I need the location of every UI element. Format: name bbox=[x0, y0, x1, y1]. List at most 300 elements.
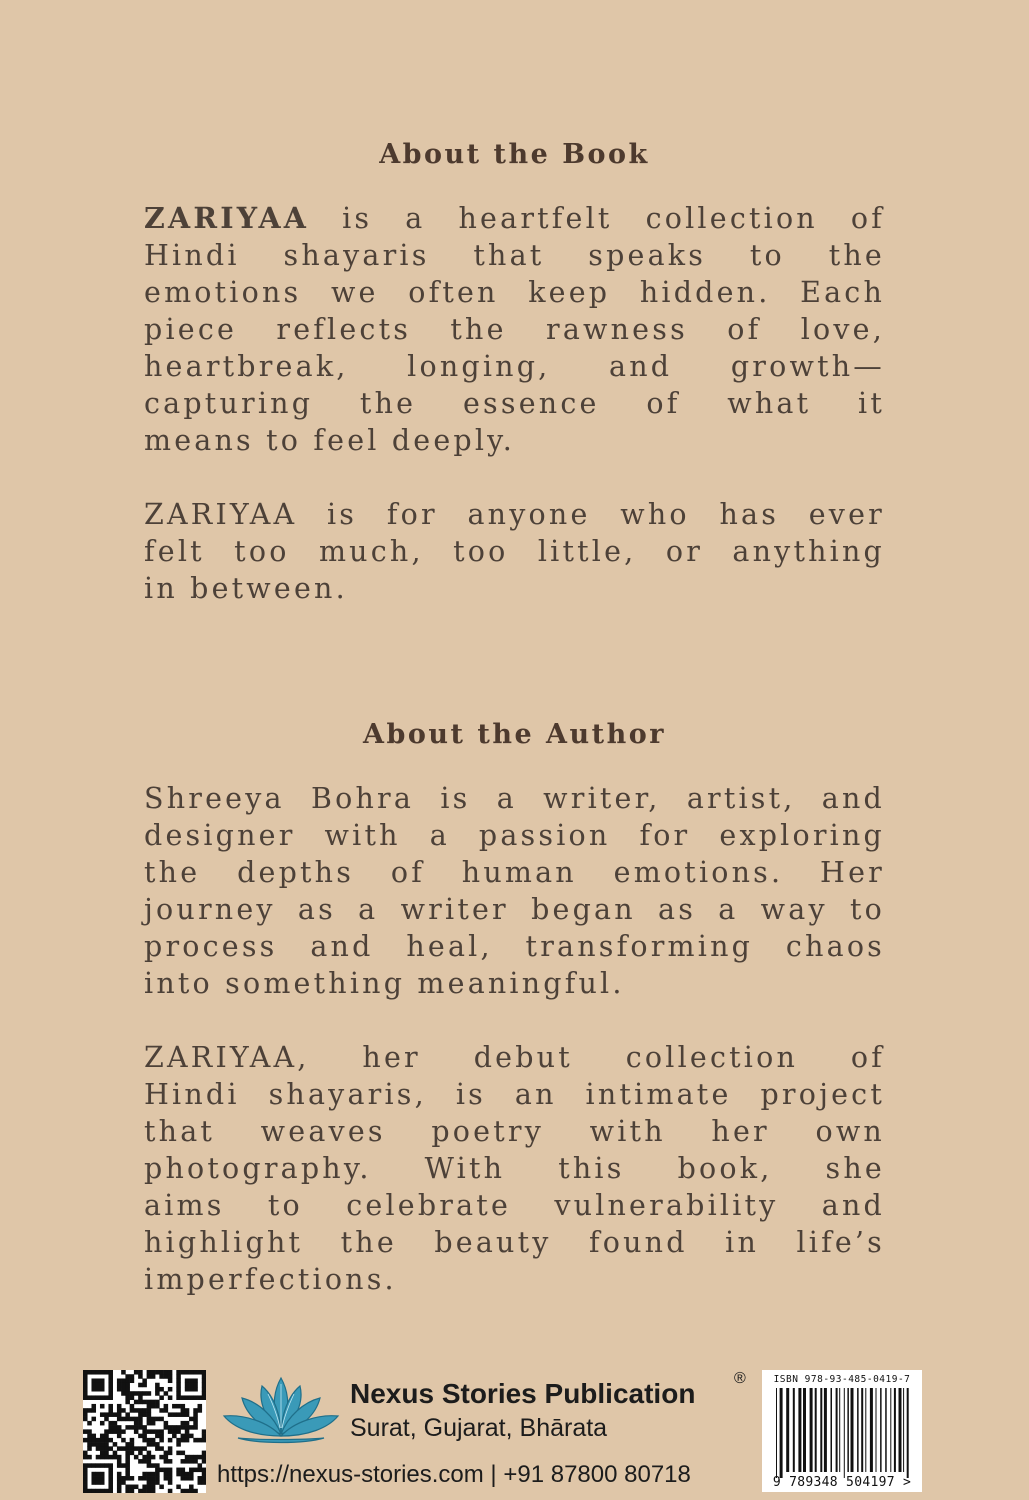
barcode-bar bbox=[865, 1388, 866, 1472]
qr-module bbox=[164, 1451, 169, 1456]
qr-module bbox=[159, 1434, 164, 1439]
qr-module bbox=[151, 1421, 156, 1426]
isbn-label: ISBN 978-93-485-0419-7 bbox=[773, 1374, 911, 1385]
qr-module bbox=[117, 1383, 122, 1388]
qr-module bbox=[181, 1476, 186, 1481]
qr-module bbox=[100, 1438, 105, 1443]
author-line: highlight the beauty found in life’s bbox=[144, 1226, 885, 1259]
qr-module bbox=[83, 1463, 88, 1468]
qr-module bbox=[164, 1455, 169, 1460]
author-line: journey as a writer began as a way to bbox=[144, 893, 885, 926]
about-author-heading: About the Author bbox=[363, 719, 666, 750]
qr-module bbox=[159, 1438, 164, 1443]
qr-module bbox=[164, 1421, 169, 1426]
qr-module bbox=[134, 1391, 139, 1396]
qr-module bbox=[189, 1489, 194, 1493]
qr-module bbox=[185, 1476, 190, 1481]
qr-module bbox=[202, 1387, 206, 1392]
book-line: Hindi shayaris that speaks to the bbox=[144, 239, 885, 272]
qr-module bbox=[164, 1374, 169, 1379]
qr-module bbox=[172, 1425, 177, 1430]
qr-module bbox=[138, 1374, 143, 1379]
qr-module bbox=[189, 1455, 194, 1460]
author-line: process and heal, transforming chaos bbox=[144, 930, 885, 963]
qr-module bbox=[121, 1429, 126, 1434]
about-author-paragraph-2 bbox=[144, 1039, 885, 1298]
qr-module bbox=[100, 1404, 105, 1409]
qr-module bbox=[96, 1438, 101, 1443]
qr-module bbox=[198, 1455, 203, 1460]
qr-module bbox=[202, 1459, 206, 1464]
qr-module bbox=[155, 1476, 160, 1481]
qr-module bbox=[142, 1378, 147, 1383]
qr-module bbox=[121, 1480, 126, 1485]
qr-module bbox=[159, 1429, 164, 1434]
qr-module bbox=[117, 1434, 122, 1439]
qr-module bbox=[181, 1395, 186, 1400]
qr-module bbox=[147, 1391, 152, 1396]
qr-module bbox=[104, 1395, 109, 1400]
author-line: into something meaningful. bbox=[144, 967, 625, 1000]
qr-module bbox=[151, 1417, 156, 1422]
qr-module bbox=[185, 1383, 190, 1388]
qr-module bbox=[96, 1378, 101, 1383]
qr-module bbox=[121, 1446, 126, 1451]
qr-module bbox=[104, 1417, 109, 1422]
qr-module bbox=[181, 1425, 186, 1430]
qr-module bbox=[151, 1485, 156, 1490]
qr-module bbox=[108, 1485, 113, 1490]
qr-module bbox=[134, 1370, 139, 1375]
qr-module bbox=[108, 1378, 113, 1383]
qr-module bbox=[108, 1429, 113, 1434]
qr-module bbox=[159, 1468, 164, 1473]
qr-module bbox=[83, 1476, 88, 1481]
qr-module bbox=[151, 1429, 156, 1434]
qr-module bbox=[117, 1463, 122, 1468]
qr-module bbox=[108, 1404, 113, 1409]
about-book-paragraph-1 bbox=[144, 200, 885, 459]
about-book-heading: About the Book bbox=[379, 139, 650, 170]
qr-module bbox=[130, 1489, 135, 1493]
qr-module bbox=[181, 1468, 186, 1473]
qr-module bbox=[193, 1387, 198, 1392]
qr-module bbox=[147, 1412, 152, 1417]
qr-module bbox=[104, 1438, 109, 1443]
barcode-bar bbox=[780, 1388, 783, 1478]
qr-module bbox=[172, 1434, 177, 1439]
qr-module bbox=[155, 1472, 160, 1477]
qr-module bbox=[100, 1434, 105, 1439]
qr-module bbox=[142, 1429, 147, 1434]
qr-module bbox=[87, 1489, 92, 1493]
qr-module bbox=[176, 1472, 181, 1477]
publisher-name: Nexus Stories Publication bbox=[350, 1378, 696, 1409]
qr-module bbox=[134, 1446, 139, 1451]
qr-module bbox=[168, 1395, 173, 1400]
qr-module bbox=[138, 1395, 143, 1400]
book-line: means to feel deeply. bbox=[144, 424, 515, 457]
qr-module bbox=[104, 1455, 109, 1460]
qr-module bbox=[87, 1395, 92, 1400]
qr-module bbox=[104, 1451, 109, 1456]
author-line: Hindi shayaris, is an intimate project bbox=[144, 1078, 885, 1111]
qr-module bbox=[138, 1451, 143, 1456]
qr-module bbox=[147, 1417, 152, 1422]
qr-module bbox=[125, 1387, 130, 1392]
qr-module bbox=[138, 1412, 143, 1417]
qr-module bbox=[91, 1378, 96, 1383]
qr-module bbox=[125, 1455, 130, 1460]
barcode-bar bbox=[824, 1388, 827, 1472]
qr-module bbox=[130, 1476, 135, 1481]
qr-module bbox=[168, 1438, 173, 1443]
qr-module bbox=[108, 1468, 113, 1473]
qr-module bbox=[91, 1434, 96, 1439]
qr-module bbox=[138, 1459, 143, 1464]
author-line: ZARIYAA, her debut collection of bbox=[144, 1041, 885, 1074]
qr-module bbox=[142, 1485, 147, 1490]
qr-module bbox=[117, 1485, 122, 1490]
qr-module bbox=[181, 1434, 186, 1439]
qr-module bbox=[121, 1383, 126, 1388]
barcode-bar bbox=[857, 1388, 859, 1472]
qr-module bbox=[202, 1391, 206, 1396]
qr-module bbox=[189, 1417, 194, 1422]
qr-module bbox=[96, 1476, 101, 1481]
qr-module bbox=[87, 1455, 92, 1460]
barcode-bars bbox=[762, 1370, 922, 1492]
qr-module bbox=[100, 1387, 105, 1392]
qr-module bbox=[91, 1417, 96, 1422]
qr-module bbox=[100, 1463, 105, 1468]
qr-module bbox=[100, 1455, 105, 1460]
qr-module bbox=[142, 1446, 147, 1451]
qr-module bbox=[164, 1370, 169, 1375]
qr-module bbox=[155, 1429, 160, 1434]
barcode-bar bbox=[810, 1388, 813, 1472]
qr-module bbox=[155, 1442, 160, 1447]
qr-module bbox=[125, 1459, 130, 1464]
qr-module bbox=[181, 1370, 186, 1375]
qr-module bbox=[117, 1404, 122, 1409]
qr-module bbox=[151, 1442, 156, 1447]
qr-module bbox=[151, 1374, 156, 1379]
qr-module bbox=[176, 1485, 181, 1490]
qr-module bbox=[125, 1374, 130, 1379]
barcode-bar bbox=[903, 1388, 904, 1472]
qr-module bbox=[104, 1463, 109, 1468]
qr-module bbox=[117, 1480, 122, 1485]
qr-module bbox=[125, 1378, 130, 1383]
qr-module bbox=[91, 1476, 96, 1481]
qr-module bbox=[121, 1378, 126, 1383]
barcode-bar bbox=[836, 1388, 838, 1472]
qr-module bbox=[168, 1374, 173, 1379]
qr-module bbox=[176, 1374, 181, 1379]
qr-module bbox=[138, 1425, 143, 1430]
qr-module bbox=[138, 1421, 143, 1426]
qr-module bbox=[155, 1400, 160, 1405]
qr-module bbox=[130, 1438, 135, 1443]
qr-module bbox=[147, 1374, 152, 1379]
qr-module bbox=[147, 1485, 152, 1490]
qr-module bbox=[142, 1459, 147, 1464]
qr-module bbox=[164, 1468, 169, 1473]
qr-module bbox=[130, 1391, 135, 1396]
qr-module bbox=[100, 1476, 105, 1481]
qr-module bbox=[142, 1391, 147, 1396]
qr-module bbox=[181, 1472, 186, 1477]
qr-module bbox=[83, 1485, 88, 1490]
qr-module bbox=[138, 1370, 143, 1375]
qr-module bbox=[130, 1451, 135, 1456]
qr-module bbox=[176, 1395, 181, 1400]
qr-module bbox=[181, 1438, 186, 1443]
qr-module bbox=[193, 1408, 198, 1413]
qr-module bbox=[134, 1429, 139, 1434]
qr-module bbox=[181, 1408, 186, 1413]
qr-module bbox=[108, 1472, 113, 1477]
qr-module bbox=[130, 1378, 135, 1383]
author-line: photography. With this book, she bbox=[144, 1152, 885, 1185]
qr-module bbox=[83, 1391, 88, 1396]
qr-module bbox=[202, 1383, 206, 1388]
qr-module bbox=[164, 1391, 169, 1396]
qr-module bbox=[87, 1434, 92, 1439]
qr-module bbox=[125, 1446, 130, 1451]
qr-module bbox=[83, 1468, 88, 1473]
qr-module bbox=[168, 1429, 173, 1434]
qr-module bbox=[83, 1480, 88, 1485]
qr-module bbox=[134, 1455, 139, 1460]
qr-module bbox=[134, 1417, 139, 1422]
qr-module bbox=[96, 1463, 101, 1468]
qr-module bbox=[155, 1463, 160, 1468]
qr-module bbox=[134, 1485, 139, 1490]
qr-module bbox=[104, 1412, 109, 1417]
qr-module bbox=[108, 1395, 113, 1400]
qr-module bbox=[142, 1438, 147, 1443]
qr-module bbox=[113, 1455, 118, 1460]
qr-module bbox=[134, 1421, 139, 1426]
qr-module bbox=[151, 1489, 156, 1493]
qr-module bbox=[189, 1370, 194, 1375]
author-line: designer with a passion for exploring bbox=[144, 819, 885, 852]
qr-module bbox=[91, 1480, 96, 1485]
qr-module bbox=[100, 1383, 105, 1388]
qr-module bbox=[168, 1425, 173, 1430]
qr-module bbox=[130, 1485, 135, 1490]
qr-module bbox=[121, 1438, 126, 1443]
qr-module bbox=[147, 1421, 152, 1426]
qr-module bbox=[181, 1404, 186, 1409]
qr-module bbox=[185, 1425, 190, 1430]
qr-module bbox=[151, 1404, 156, 1409]
book-line: ZARIYAA is for anyone who has ever bbox=[144, 498, 885, 531]
about-author-paragraph-1 bbox=[144, 780, 885, 1002]
qr-module bbox=[87, 1421, 92, 1426]
qr-module bbox=[181, 1421, 186, 1426]
qr-module bbox=[142, 1476, 147, 1481]
lotus-icon bbox=[218, 1374, 344, 1446]
qr-module bbox=[193, 1459, 198, 1464]
qr-module bbox=[168, 1468, 173, 1473]
qr-module bbox=[202, 1438, 206, 1443]
qr-module bbox=[108, 1455, 113, 1460]
barcode-bar bbox=[798, 1388, 801, 1472]
qr-module bbox=[176, 1391, 181, 1396]
qr-module bbox=[104, 1370, 109, 1375]
qr-module bbox=[108, 1391, 113, 1396]
qr-module bbox=[185, 1387, 190, 1392]
author-line: Shreeya Bohra is a writer, artist, and bbox=[144, 782, 885, 815]
qr-module bbox=[202, 1455, 206, 1460]
qr-module bbox=[96, 1442, 101, 1447]
qr-module bbox=[125, 1472, 130, 1477]
qr-module bbox=[189, 1476, 194, 1481]
qr-module bbox=[117, 1417, 122, 1422]
qr-module bbox=[138, 1408, 143, 1413]
qr-module bbox=[198, 1463, 203, 1468]
qr-module bbox=[159, 1370, 164, 1375]
qr-module bbox=[198, 1395, 203, 1400]
qr-module bbox=[151, 1438, 156, 1443]
qr-module bbox=[176, 1425, 181, 1430]
qr-module bbox=[155, 1446, 160, 1451]
qr-module bbox=[155, 1387, 160, 1392]
qr-module bbox=[142, 1489, 147, 1493]
qr-module bbox=[155, 1404, 160, 1409]
qr-module bbox=[155, 1468, 160, 1473]
qr-module bbox=[142, 1383, 147, 1388]
qr-module bbox=[91, 1404, 96, 1409]
qr-module bbox=[96, 1387, 101, 1392]
qr-module bbox=[151, 1476, 156, 1481]
book-line: heartbreak, longing, and growth— bbox=[144, 350, 885, 383]
qr-module bbox=[83, 1438, 88, 1443]
qr-module bbox=[176, 1378, 181, 1383]
barcode-bar bbox=[861, 1388, 863, 1472]
qr-module bbox=[83, 1455, 88, 1460]
qr-module bbox=[87, 1429, 92, 1434]
qr-module bbox=[100, 1378, 105, 1383]
barcode-bar bbox=[890, 1388, 891, 1472]
qr-module bbox=[104, 1489, 109, 1493]
qr-module bbox=[108, 1387, 113, 1392]
book-line: felt too much, too little, or anything bbox=[144, 535, 885, 568]
qr-module bbox=[134, 1408, 139, 1413]
qr-module bbox=[185, 1489, 190, 1493]
barcode-bar bbox=[844, 1388, 845, 1478]
qr-module bbox=[125, 1412, 130, 1417]
qr-module bbox=[189, 1472, 194, 1477]
qr-module bbox=[198, 1468, 203, 1473]
qr-module bbox=[117, 1455, 122, 1460]
qr-module bbox=[159, 1455, 164, 1460]
qr-module bbox=[176, 1404, 181, 1409]
qr-module bbox=[91, 1438, 96, 1443]
qr-module bbox=[142, 1455, 147, 1460]
qr-module bbox=[193, 1370, 198, 1375]
qr-module bbox=[159, 1446, 164, 1451]
qr-module bbox=[91, 1395, 96, 1400]
qr-module bbox=[193, 1425, 198, 1430]
qr-module bbox=[130, 1404, 135, 1409]
qr-module bbox=[172, 1404, 177, 1409]
barcode-bar bbox=[815, 1388, 817, 1472]
qr-code-icon bbox=[83, 1370, 206, 1493]
qr-module bbox=[138, 1400, 143, 1405]
qr-module bbox=[96, 1446, 101, 1451]
qr-module bbox=[130, 1374, 135, 1379]
qr-module bbox=[100, 1489, 105, 1493]
qr-module bbox=[91, 1472, 96, 1477]
book-line: in between. bbox=[144, 572, 348, 605]
qr-module bbox=[117, 1408, 122, 1413]
barcode-bar bbox=[786, 1388, 789, 1472]
isbn-barcode bbox=[762, 1370, 922, 1492]
qr-module bbox=[108, 1383, 113, 1388]
qr-module bbox=[83, 1387, 88, 1392]
qr-module bbox=[181, 1412, 186, 1417]
qr-module bbox=[138, 1383, 143, 1388]
qr-module bbox=[108, 1476, 113, 1481]
qr-module bbox=[91, 1463, 96, 1468]
barcode-bar bbox=[839, 1388, 840, 1472]
qr-module bbox=[202, 1451, 206, 1456]
qr-module bbox=[100, 1421, 105, 1426]
about-book-paragraph-2 bbox=[144, 496, 885, 607]
qr-module bbox=[138, 1391, 143, 1396]
qr-module bbox=[147, 1370, 152, 1375]
author-line: that weaves poetry with her own bbox=[144, 1115, 885, 1148]
qr-module bbox=[91, 1383, 96, 1388]
qr-module bbox=[193, 1455, 198, 1460]
qr-module bbox=[83, 1370, 88, 1375]
qr-module bbox=[185, 1370, 190, 1375]
qr-module bbox=[83, 1383, 88, 1388]
qr-module bbox=[100, 1480, 105, 1485]
qr-module bbox=[142, 1408, 147, 1413]
qr-module bbox=[168, 1459, 173, 1464]
qr-module bbox=[168, 1370, 173, 1375]
qr-module bbox=[172, 1429, 177, 1434]
qr-module bbox=[198, 1476, 203, 1481]
qr-module bbox=[117, 1476, 122, 1481]
qr-module bbox=[181, 1489, 186, 1493]
qr-module bbox=[193, 1489, 198, 1493]
qr-module bbox=[121, 1408, 126, 1413]
qr-module bbox=[181, 1459, 186, 1464]
qr-module bbox=[108, 1489, 113, 1493]
qr-module bbox=[198, 1370, 203, 1375]
qr-module bbox=[113, 1425, 118, 1430]
author-line: imperfections. bbox=[144, 1263, 397, 1296]
qr-module bbox=[138, 1434, 143, 1439]
barcode-bar bbox=[885, 1388, 887, 1472]
qr-module bbox=[181, 1451, 186, 1456]
qr-module bbox=[185, 1438, 190, 1443]
qr-module bbox=[108, 1446, 113, 1451]
barcode-bar bbox=[899, 1388, 902, 1472]
qr-module bbox=[117, 1489, 122, 1493]
barcode-digits: 9 789348 504197 > bbox=[772, 1475, 912, 1490]
qr-module bbox=[202, 1480, 206, 1485]
book-line: capturing the essence of what it bbox=[144, 387, 885, 420]
qr-module bbox=[87, 1442, 92, 1447]
qr-module bbox=[155, 1434, 160, 1439]
